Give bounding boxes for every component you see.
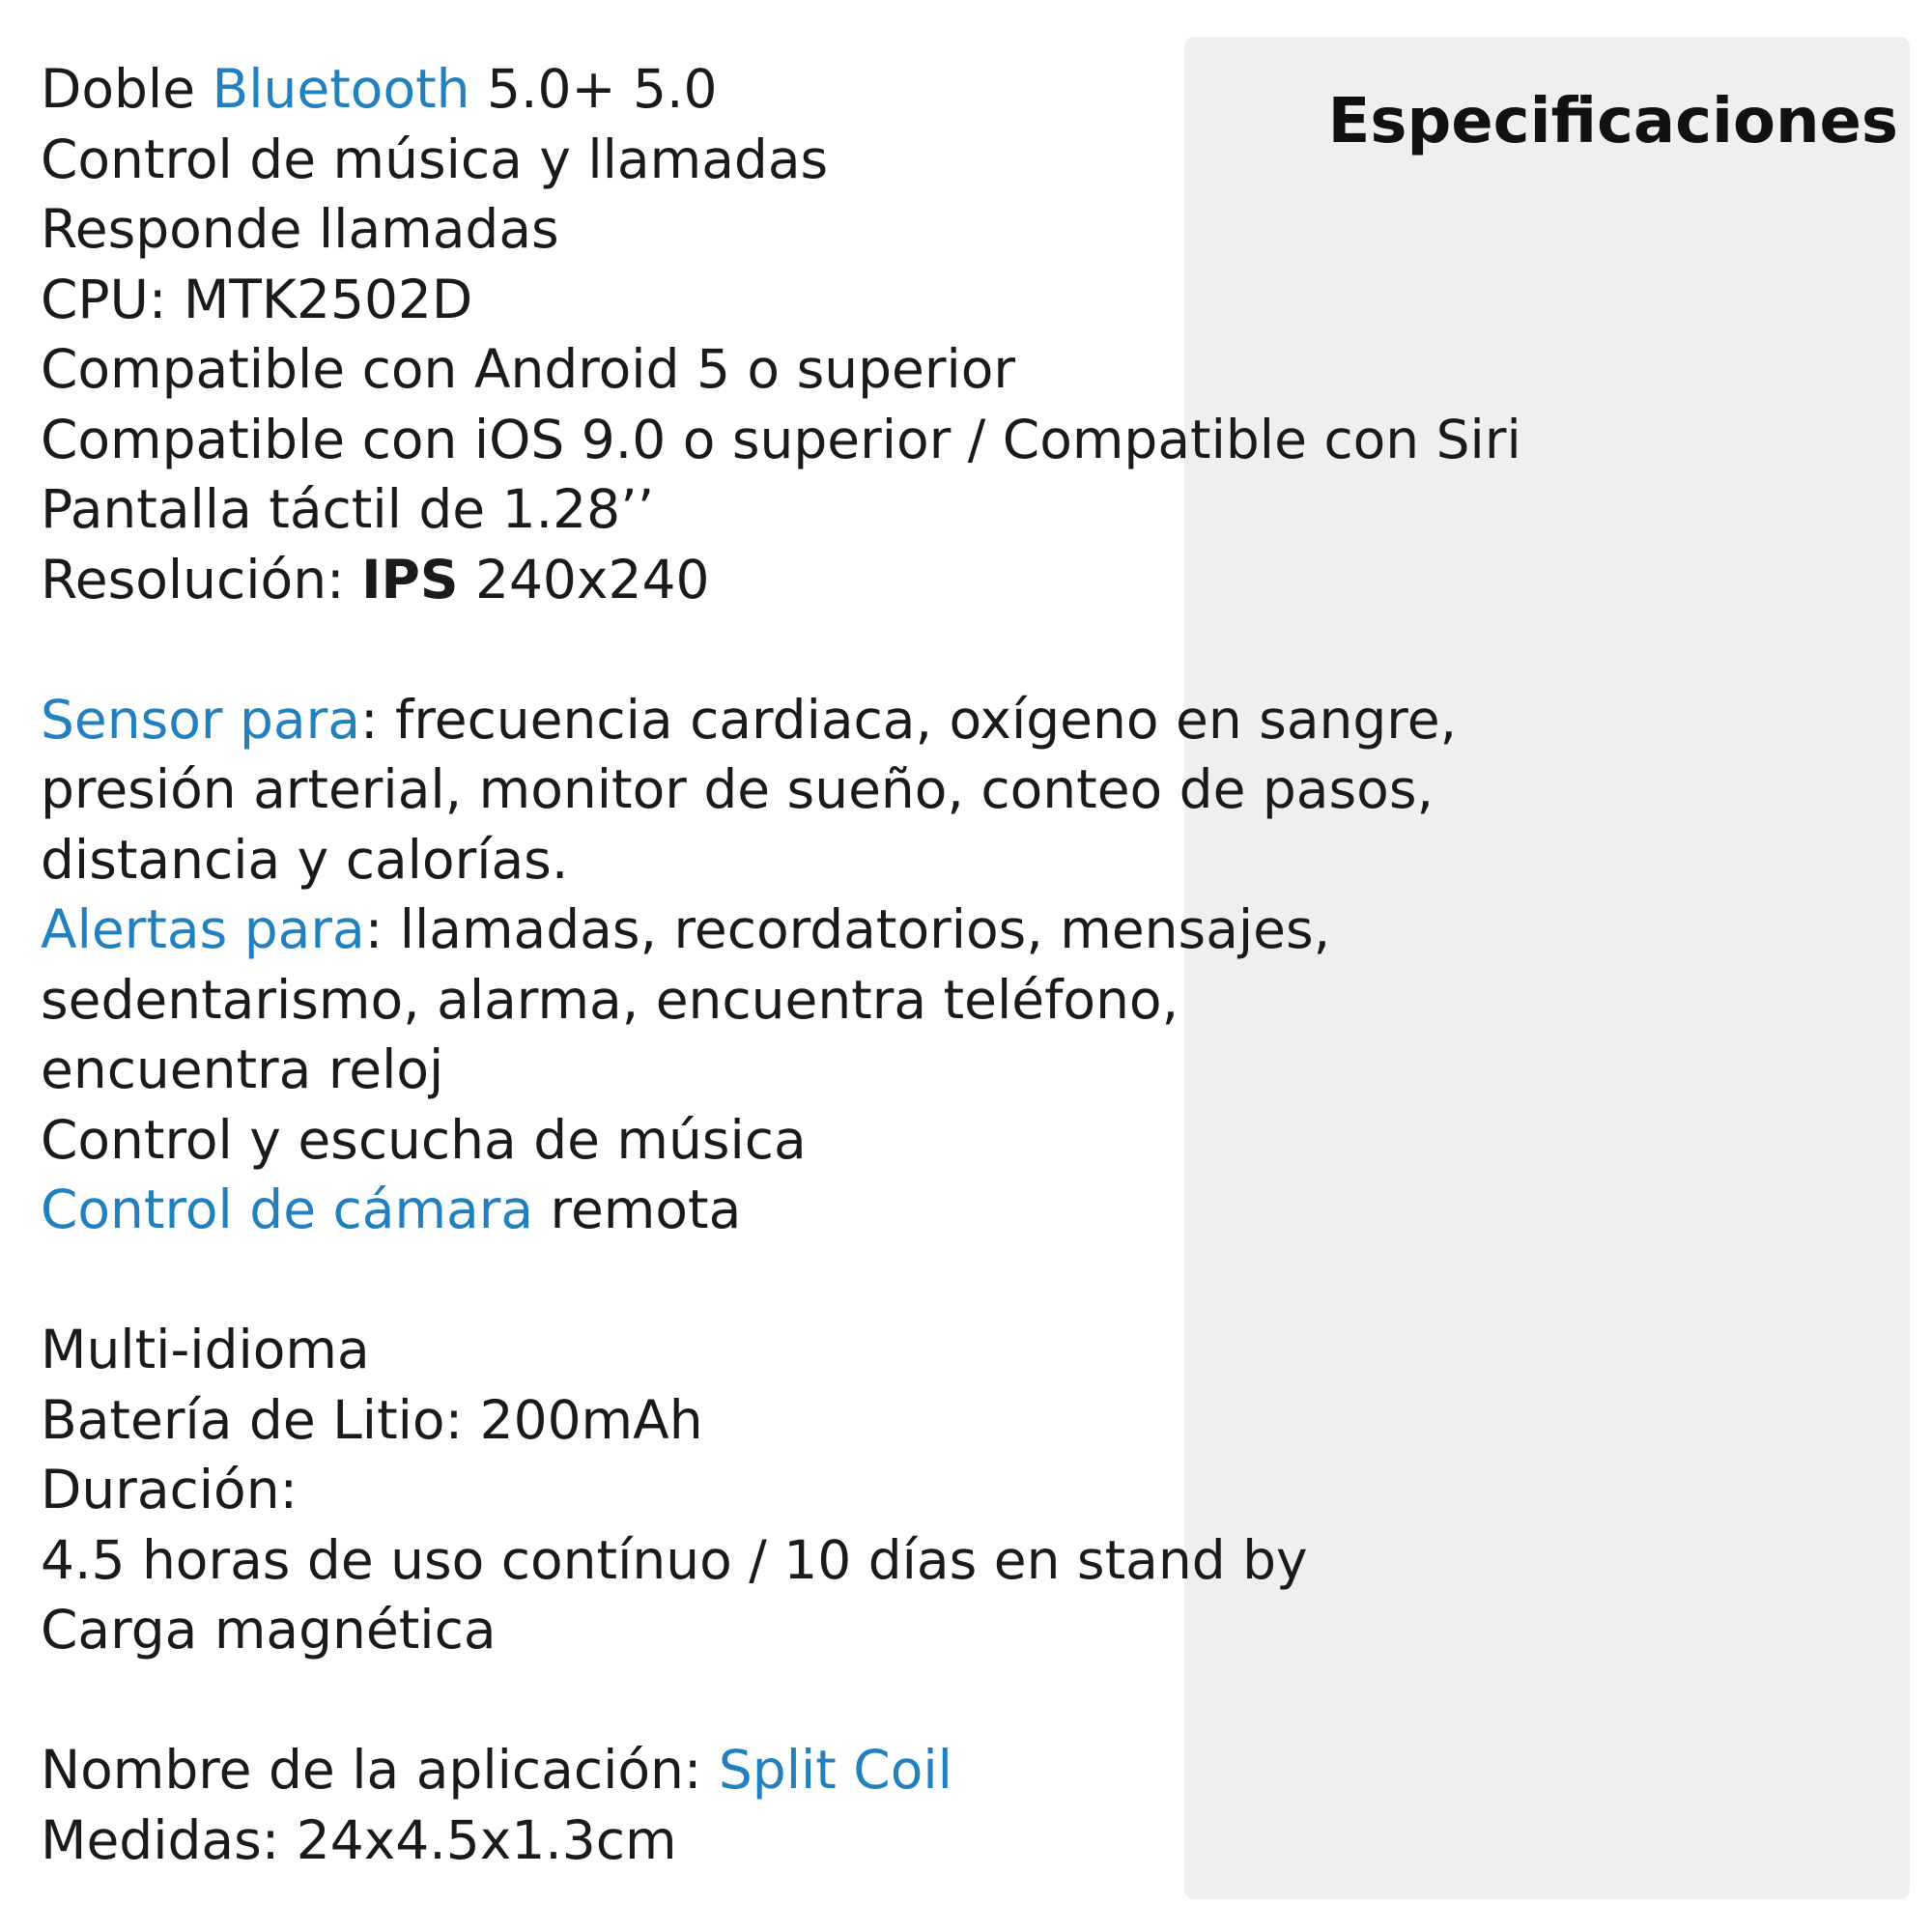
spec-alerts-cont-1: sedentarismo, alarma, encuentra teléfono,: [41, 968, 1179, 1031]
spacer: [41, 614, 1634, 685]
spec-answer-calls: Responde llamadas: [41, 198, 559, 260]
spec-sensors-cont-1: presión arterial, monitor de sueño, conteo de pasos,: [41, 758, 1434, 820]
spec-duration-label: Duración:: [41, 1459, 298, 1520]
alerts-highlight: Alertas para: [41, 898, 365, 960]
bluetooth-highlight: Bluetooth: [212, 58, 470, 120]
app-name-highlight: Split Coil: [718, 1739, 952, 1801]
spec-duration-value: 4.5 horas de uso contínuo / 10 días en stand by: [41, 1528, 1308, 1591]
ips-highlight: IPS: [361, 548, 459, 611]
spec-bluetooth: Doble Bluetooth 5.0+ 5.0: [41, 58, 718, 120]
spec-music-control: Control y escucha de música: [41, 1108, 807, 1171]
spec-alerts-cont-2: encuentra reloj: [41, 1038, 444, 1100]
camera-highlight: Control de cámara: [41, 1179, 534, 1240]
spec-camera: Control de cámara remota: [41, 1179, 742, 1240]
spec-sensors: Sensor para: frecuencia cardiaca, oxígeno en sangre,: [41, 688, 1458, 751]
spec-charging: Carga magnética: [41, 1599, 497, 1661]
page-title: Especificaciones: [1327, 86, 1898, 157]
spec-app-name: Nombre de la aplicación: Split Coil: [41, 1739, 952, 1801]
spec-android: Compatible con Android 5 o superior: [41, 338, 1015, 400]
sensor-highlight: Sensor para: [41, 688, 360, 751]
spec-alerts: Alertas para: llamadas, recordatorios, mensajes,: [41, 898, 1331, 960]
spec-ios: Compatible con iOS 9.0 o superior / Compatible con Siri: [41, 408, 1521, 470]
spec-sensors-cont-2: distancia y calorías.: [41, 828, 569, 891]
spacer: [41, 1665, 1634, 1736]
spec-cpu: CPU: MTK2502D: [41, 268, 473, 330]
spec-battery: Batería de Litio: 200mAh: [41, 1388, 703, 1451]
spec-music-calls: Control de música y llamadas: [41, 128, 829, 190]
spec-resolution: Resolución: IPS 240x240: [41, 548, 710, 611]
spec-language: Multi-idioma: [41, 1319, 370, 1380]
spacer: [41, 1245, 1634, 1316]
specs-list: [41, 54, 1634, 1875]
spec-screen: Pantalla táctil de 1.28’’: [41, 478, 655, 540]
spec-dimensions: Medidas: 24x4.5x1.3cm: [41, 1808, 677, 1871]
